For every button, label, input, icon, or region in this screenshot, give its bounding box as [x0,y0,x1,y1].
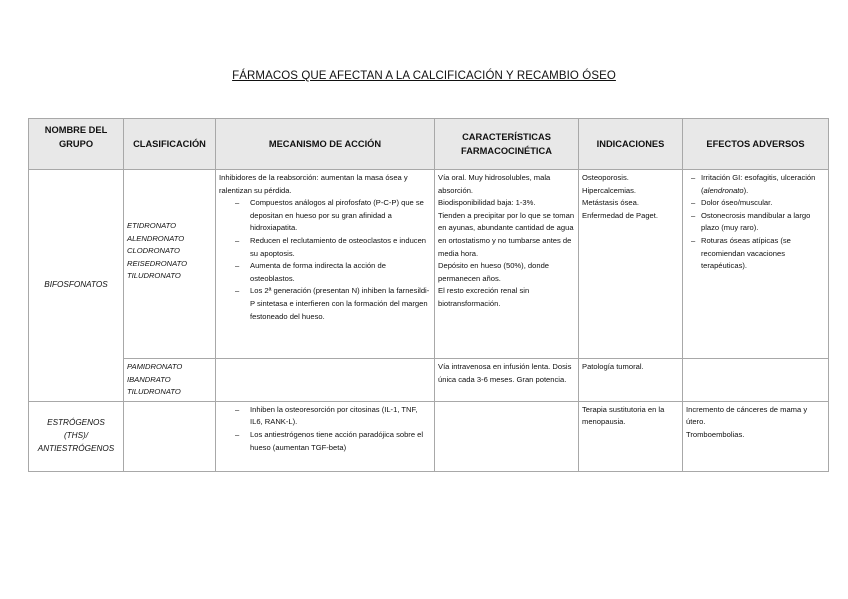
list-item: – Inhiben la osteoresorción por citosinas (IL-1, TNF, IL6, RANK-L). [250,404,431,429]
pharmacokinetics-cell [435,401,579,471]
table-row [29,170,829,359]
pk-line: Biodisponibilidad baja: 1-3%. [438,198,536,208]
classification-cell [124,401,216,471]
list-item: – Aumenta de forma indirecta la acción de osteoblastos. [250,260,431,285]
list-item: – Los 2ª generación (presentan N) inhiben la farnesildi-P sintetasa e interfieren con la formación del margen festoneado del hueso. [250,285,431,323]
classification-oral [124,170,216,359]
mechanism-cell [216,359,435,402]
drug-name: ETIDRONATO [127,221,177,230]
header-mechanism: MECANISMO DE ACCIÓN [216,119,435,170]
list-item: – Ostonecrosis mandibular a largo plazo (muy raro). [701,210,825,235]
drug-name: ALENDRONATO [127,233,185,243]
adverse-line: Tromboembolias. [686,429,745,439]
group-name-bifosfonatos: BIFOSFONATOS [29,170,124,402]
pk-line: Tienden a precipitar por lo que se toman en ayunas, abundante cantidad de agua en ortostatismo y no tumbarse antes de media hora. [438,210,575,258]
header-classification: CLASIFICACIÓN [124,119,216,170]
table-row [29,401,829,471]
adverse-line: Incremento de cánceres de mama y útero. [686,404,808,427]
indications-cell: Terapia sustitutoria en la menopausia. [579,401,683,471]
header-indications: INDICACIONES [579,119,683,170]
indications-cell: Patología tumoral. [579,359,683,402]
drug-name: REISEDRONATO [127,258,188,268]
header-row [29,119,829,170]
mechanism-list [219,404,431,454]
indication: Enfermedad de Paget. [582,210,658,220]
drug-name: PAMIDRONATO [127,362,183,371]
header-group: NOMBRE DEL GRUPO [29,119,124,170]
list-item: – Irritación GI: esofagitis, ulceración (alendronato). [701,172,825,197]
mechanism-cell [216,170,435,359]
page-title: FÁRMACOS QUE AFECTAN A LA CALCIFICACIÓN Y RECAMBIO ÓSEO [232,70,616,82]
header-pharmacokinetics: CARACTERÍSTICAS FARMACOCINÉTICA [435,119,579,170]
list-item: – Reducen el reclutamiento de osteoclastos e inducen su apoptosis. [250,235,431,260]
list-item: – Dolor óseo/muscular. [701,197,825,210]
pharmacokinetics-cell: Vía intravenosa en infusión lenta. Dosis única cada 3-6 meses. Gran potencia. [435,359,579,402]
drug-reference: alendronato [703,185,744,195]
drug-table [28,118,829,472]
table-row [29,359,829,402]
adverse-list [686,172,825,273]
mechanism-intro: Inhibidores de la reabsorción: aumentan la masa ósea y ralentizan su pérdida. [219,173,408,195]
mechanism-list [219,197,431,323]
list-item: – Roturas óseas atípicas (se recomiendan vacaciones terapéuticas). [701,235,825,273]
list-item: – Compuestos análogos al pirofosfato (P-C-P) que se depositan en hueso por su gran afinidad a hidroxiapatita. [250,197,431,235]
indication: Metástasis ósea. [582,198,639,208]
classification-iv [124,359,216,402]
mechanism-cell [216,401,435,471]
group-name-estrogenos: ESTRÓGENOS (THS)/ ANTIESTRÓGENOS [29,401,124,471]
adverse-effects-cell [683,401,829,471]
indications-cell [579,170,683,359]
indication: Osteoporosis. [582,173,629,182]
drug-name: TILUDRONATO [127,387,181,397]
header-adverse-effects: EFECTOS ADVERSOS [683,119,829,170]
drug-name: TILUDRONATO [127,271,181,281]
indication: Hipercalcemias. [582,185,637,195]
list-item: – Los antiestrógenos tiene acción paradójica sobre el hueso (aumentan TGF-beta) [250,429,431,454]
pk-line: Depósito en hueso (50%), donde permanecen años. [438,261,550,283]
pk-line: Vía oral. Muy hidrosolubles, mala absorción. [438,173,551,195]
adverse-effects-cell [683,359,829,402]
pharmacokinetics-cell [435,170,579,359]
drug-name: IBANDRATO [127,374,171,384]
drug-name: CLODRONATO [127,246,180,256]
pk-line: El resto excreción renal sin biotransformación. [438,286,530,308]
adverse-effects-cell [683,170,829,359]
